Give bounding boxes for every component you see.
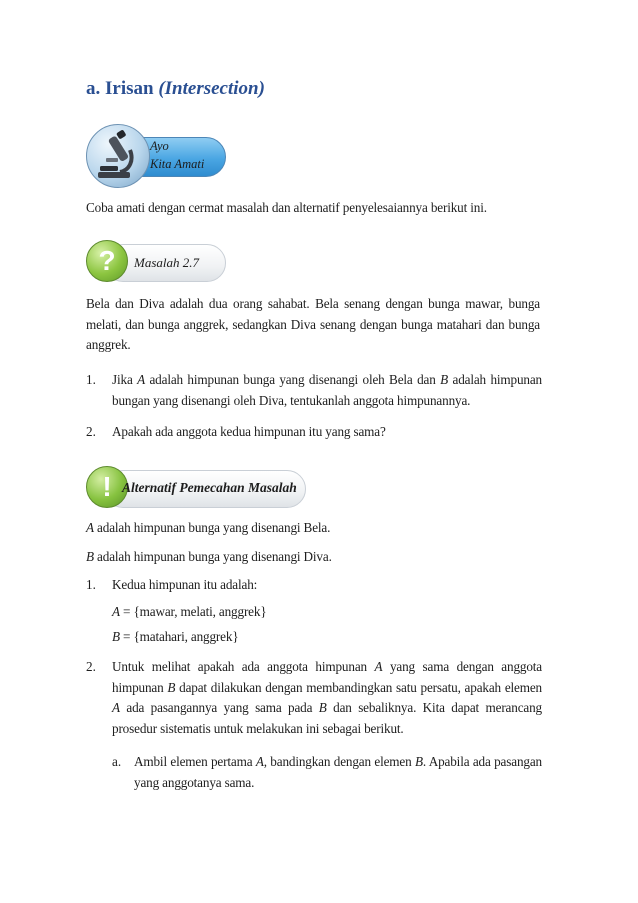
section-title xyxy=(86,78,265,100)
q1-text: Jika A adalah himpunan bunga yang disenangi oleh Bela dan B adalah himpunan bungan yang disenangi oleh Diva, tentukanlah anggota himpunannya. xyxy=(112,372,542,408)
s2a-letter: a. xyxy=(112,754,122,769)
solution-line-b: B adalah himpunan bunga yang disenangi Diva. xyxy=(86,549,332,564)
s2-number: 2. xyxy=(86,659,96,674)
section-label: a. xyxy=(86,78,101,99)
section-title-english: (Intersection) xyxy=(158,78,265,99)
intro-text: Coba amati dengan cermat masalah dan alternatif penyelesaiannya berikut ini. xyxy=(86,200,487,215)
solution-line-a: A adalah himpunan bunga yang disenangi Bela. xyxy=(86,520,331,535)
masalah-label: Masalah 2.7 xyxy=(134,255,199,270)
s2a-text: Ambil elemen pertama A, bandingkan dengan elemen B. Apabila ada pasangan yang anggotanya sama. xyxy=(134,754,542,790)
s1-number: 1. xyxy=(86,577,96,592)
alternatif-badge xyxy=(86,466,306,512)
exclamation-icon: ! xyxy=(102,471,112,502)
q1-number: 1. xyxy=(86,372,96,387)
q2-text: Apakah ada anggota kedua himpunan itu yang sama? xyxy=(112,424,386,439)
problem-paragraph: Bela dan Diva adalah dua orang sahabat. Bela senang dengan bunga mawar, bunga melati, dan bunga anggrek, sedangkan Diva senang dengan bunga matahari dan bunga anggrek. xyxy=(86,296,540,353)
ayo-line1: Ayo xyxy=(150,139,169,153)
masalah-badge xyxy=(86,240,226,286)
ayo-line2: Kita Amati xyxy=(150,157,205,171)
s1-text: Kedua himpunan itu adalah: xyxy=(112,577,258,592)
section-title-text: Irisan xyxy=(105,78,154,99)
q2-number: 2. xyxy=(86,424,96,439)
microscope-icon xyxy=(90,128,146,184)
set-a: A = {mawar, melati, anggrek} xyxy=(112,604,267,619)
question-icon: ? xyxy=(98,245,116,276)
set-b: B = {matahari, anggrek} xyxy=(112,629,239,644)
alternatif-label: Alternatif Pemecahan Masalah xyxy=(122,480,297,495)
s2-text: Untuk melihat apakah ada anggota himpunan A yang sama dengan anggota himpunan B dapat dilakukan dengan membandingkan satu persatu, apakah elemen A ada pasangannya yang sama pada B dan sebaliknya. Kita dapat merancang prosedur sistematis untuk melakukan ini sebagai berikut. xyxy=(112,659,543,736)
ayo-kita-amati-badge xyxy=(86,124,226,190)
